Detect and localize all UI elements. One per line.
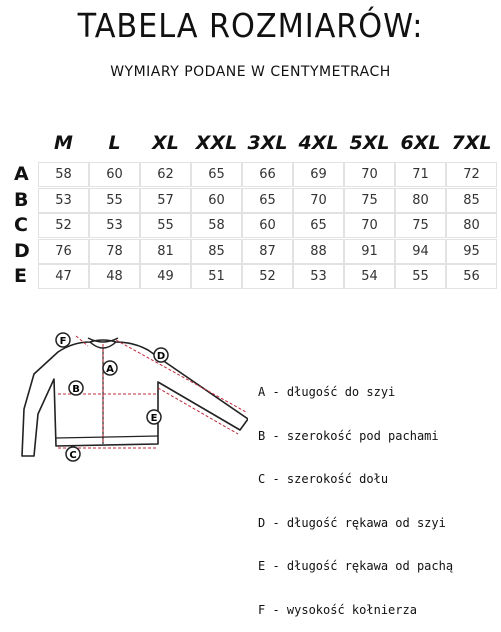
table-cell: 55 — [395, 264, 446, 289]
row-label: E — [14, 265, 27, 287]
page-subtitle: WYMIARY PODANE W CENTYMETRACH — [110, 64, 391, 80]
table-row — [0, 264, 501, 289]
table-cell: 75 — [395, 213, 446, 238]
table-cell: 53 — [38, 188, 89, 213]
table-cell: 56 — [446, 264, 497, 289]
table-cell: 54 — [344, 264, 395, 289]
diagram-label-f — [56, 333, 70, 347]
table-cell: 65 — [191, 162, 242, 187]
size-header-l: L — [108, 132, 121, 154]
table-cell: 52 — [242, 264, 293, 289]
table-cell: 55 — [89, 188, 140, 213]
size-header-xxl: XXL — [195, 132, 238, 154]
size-header-3xl: 3XL — [247, 132, 288, 154]
measurement-legend — [258, 356, 453, 632]
table-row — [0, 239, 501, 264]
table-cell: 81 — [140, 239, 191, 264]
svg-text:B: B — [72, 384, 80, 395]
table-cell: 70 — [344, 162, 395, 187]
diagram-label-d — [154, 348, 168, 362]
diagram-label-a — [103, 361, 117, 375]
legend-item-f: F - wysokość kołnierza — [258, 602, 417, 617]
table-row — [0, 188, 501, 213]
table-cell: 75 — [344, 188, 395, 213]
table-cell: 69 — [293, 162, 344, 187]
table-cell: 70 — [344, 213, 395, 238]
svg-text:F: F — [59, 336, 67, 347]
measure-line-f — [76, 336, 88, 346]
page-title: TABELA ROZMIARÓW: — [77, 6, 424, 45]
table-cell: 65 — [293, 213, 344, 238]
table-cell: 80 — [446, 213, 497, 238]
row-label: A — [14, 163, 29, 185]
legend-item-d: D - długość rękawa od szyi — [258, 515, 446, 530]
size-header-5xl: 5XL — [349, 132, 390, 154]
legend-item-c: C - szerokość dołu — [258, 472, 389, 486]
size-header-6xl: 6XL — [400, 132, 441, 154]
size-header-xl: XL — [152, 132, 179, 154]
table-cell: 60 — [191, 188, 242, 213]
legend-item-a: A - długość do szyi — [258, 385, 396, 399]
row-label: D — [14, 239, 30, 262]
legend-item-e: E - długość rękawa od pachą — [258, 559, 454, 573]
legend-item-b: B - szerokość pod pachami — [258, 428, 439, 443]
table-cell: 71 — [395, 162, 446, 187]
svg-text:A: A — [106, 364, 114, 375]
table-cell: 78 — [89, 239, 140, 264]
svg-text:C: C — [69, 450, 77, 461]
table-cell: 47 — [38, 264, 89, 289]
table-cell: 94 — [395, 239, 446, 264]
table-cell: 76 — [38, 239, 89, 264]
table-cell: 53 — [89, 213, 140, 238]
table-cell: 48 — [89, 264, 140, 289]
table-cell: 62 — [140, 162, 191, 187]
table-cell: 85 — [191, 239, 242, 264]
table-cell: 55 — [140, 213, 191, 238]
diagram-label-e — [147, 410, 161, 424]
svg-text:D: D — [156, 351, 166, 362]
jacket-hem — [56, 436, 158, 438]
table-cell: 53 — [293, 264, 344, 289]
size-header-row — [38, 132, 496, 154]
diagram-label-c — [66, 447, 80, 461]
table-cell: 70 — [293, 188, 344, 213]
jacket-outline — [22, 340, 248, 456]
table-cell: 87 — [242, 239, 293, 264]
size-header-4xl: 4XL — [298, 132, 339, 154]
measure-line-e — [158, 388, 238, 434]
table-cell: 91 — [344, 239, 395, 264]
table-cell: 66 — [242, 162, 293, 187]
table-cell: 60 — [242, 213, 293, 238]
table-cell: 60 — [89, 162, 140, 187]
table-cell: 58 — [191, 213, 242, 238]
table-cell: 57 — [140, 188, 191, 213]
table-cell: 51 — [191, 264, 242, 289]
table-row — [0, 162, 501, 187]
table-row — [0, 213, 501, 238]
size-header-7xl: 7XL — [451, 132, 492, 154]
jacket-diagram — [18, 324, 248, 469]
table-cell: 49 — [140, 264, 191, 289]
row-label: C — [14, 214, 28, 236]
table-cell: 80 — [395, 188, 446, 213]
size-header-m: M — [54, 132, 73, 154]
diagram-label-b — [69, 381, 83, 395]
table-cell: 72 — [446, 162, 497, 187]
table-cell: 65 — [242, 188, 293, 213]
row-label: B — [14, 188, 29, 211]
table-cell: 95 — [446, 239, 497, 264]
table-cell: 52 — [38, 213, 89, 238]
table-cell: 85 — [446, 188, 497, 213]
table-cell: 58 — [38, 162, 89, 187]
table-cell: 88 — [293, 239, 344, 264]
svg-text:E: E — [150, 413, 158, 424]
